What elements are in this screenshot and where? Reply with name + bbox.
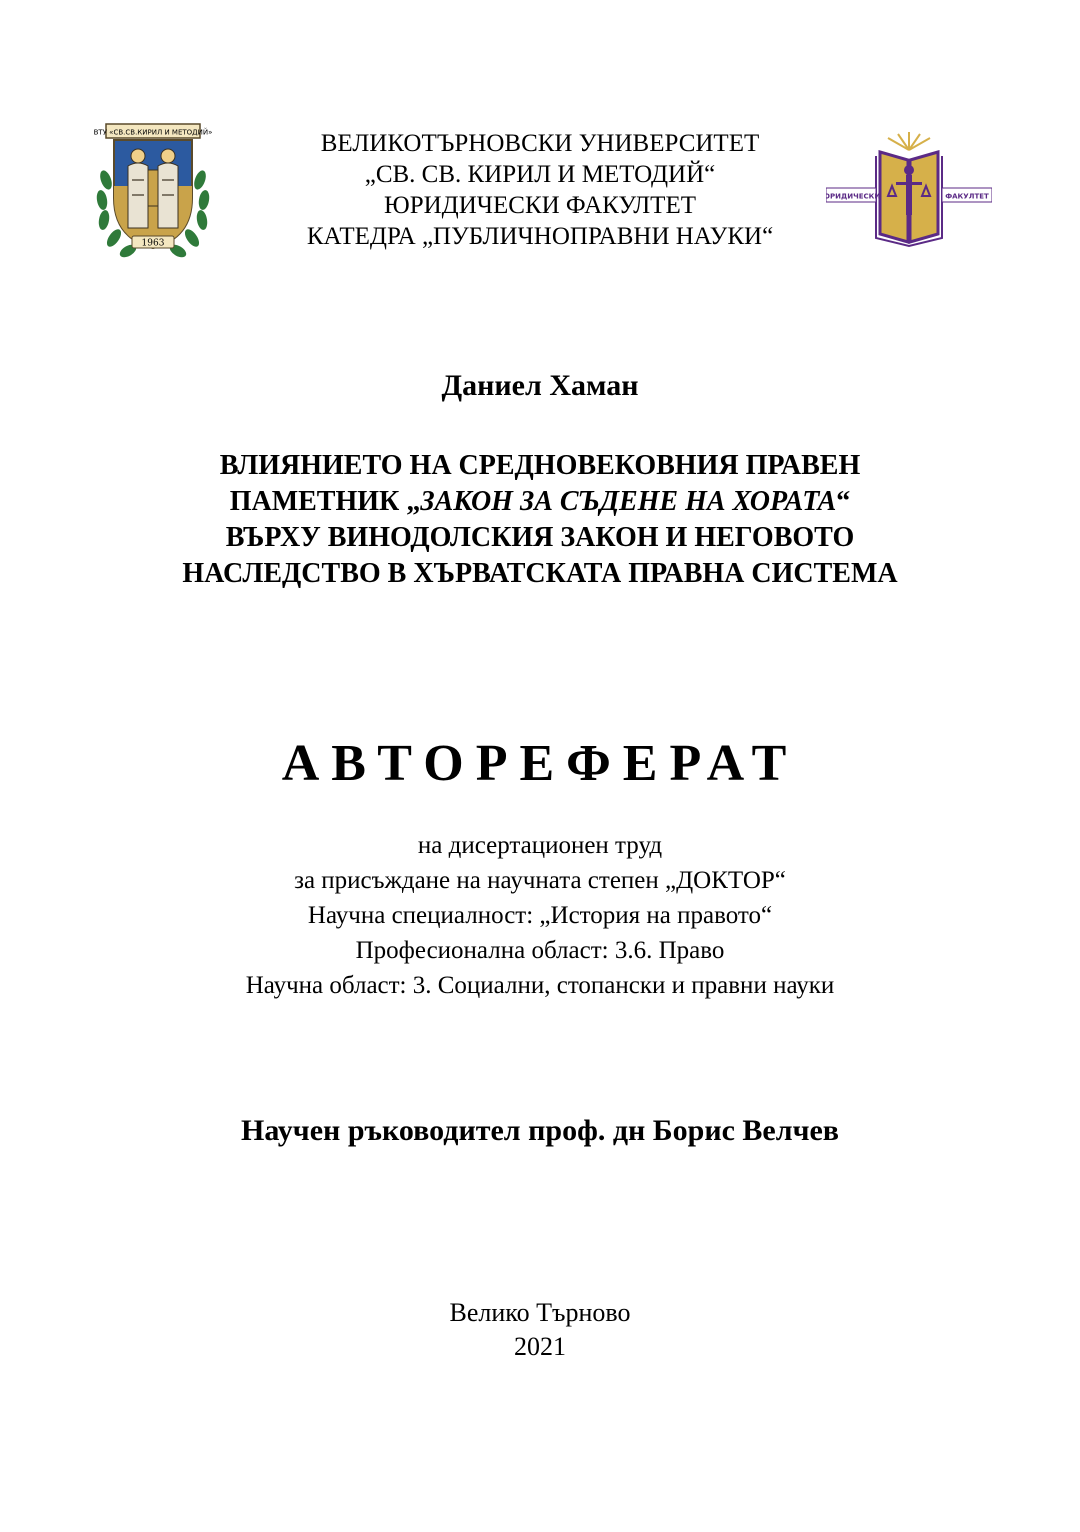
institution-header xyxy=(0,128,1080,252)
place: Велико Търново xyxy=(449,1298,631,1327)
details-line-4: Професионална област: 3.6. Право xyxy=(355,937,725,964)
author-name: Даниел Хаман xyxy=(441,369,639,402)
details-line-1: на дисертационен труд xyxy=(417,832,663,859)
place-and-year xyxy=(0,1296,1080,1364)
emblem-left-text: ЮРИДИЧЕСКИ xyxy=(826,192,881,201)
seal-year-text: 1963 xyxy=(141,238,165,249)
header-university-name: „СВ. СВ. КИРИЛ И МЕТОДИЙ“ xyxy=(364,161,716,188)
title-line-3: ВЪРХУ ВИНОДОЛСКИЯ ЗАКОН И НЕГОВОТО xyxy=(225,522,855,553)
details-line-5: Научна област: 3. Социални, стопански и правни науки xyxy=(245,972,835,999)
details-line-3: Научна специалност: „История на правото“ xyxy=(307,902,773,929)
header-university: ВЕЛИКОТЪРНОВСКИ УНИВЕРСИТЕТ xyxy=(320,130,760,157)
seal-top-text: ВТУ «СВ.СВ.КИРИЛ И МЕТОДИЙ» xyxy=(93,128,213,137)
dissertation-details xyxy=(0,828,1080,1003)
title-line-2-italic: ЗАКОН ЗА СЪДЕНЕ НА ХОРАТА xyxy=(420,486,837,517)
title-line-1: ВЛИЯНИЕТО НА СРЕДНОВЕКОВНИЯ ПРАВЕН xyxy=(219,450,861,481)
title-line-2 xyxy=(0,484,1080,520)
dissertation-title xyxy=(0,448,1080,592)
title-line-2-suffix: “ xyxy=(836,486,851,517)
supervisor: Научен ръководител проф. дн Борис Велчев xyxy=(240,1114,840,1147)
header-department: КАТЕДРА „ПУБЛИЧНОПРАВНИ НАУКИ“ xyxy=(306,223,774,250)
title-line-4: НАСЛЕДСТВО В ХЪРВАТСКАТА ПРАВНА СИСТЕМА xyxy=(182,558,898,589)
title-line-2-prefix: ПАМЕТНИК „ xyxy=(229,486,421,517)
emblem-right-text: ФАКУЛТЕТ xyxy=(945,192,989,201)
header-faculty: ЮРИДИЧЕСКИ ФАКУЛТЕТ xyxy=(384,192,696,219)
document-type-heading: АВТОРЕФЕРАТ xyxy=(281,735,799,792)
year: 2021 xyxy=(514,1332,566,1361)
details-line-2: за присъждане на научната степен „ДОКТОР“ xyxy=(294,867,786,894)
